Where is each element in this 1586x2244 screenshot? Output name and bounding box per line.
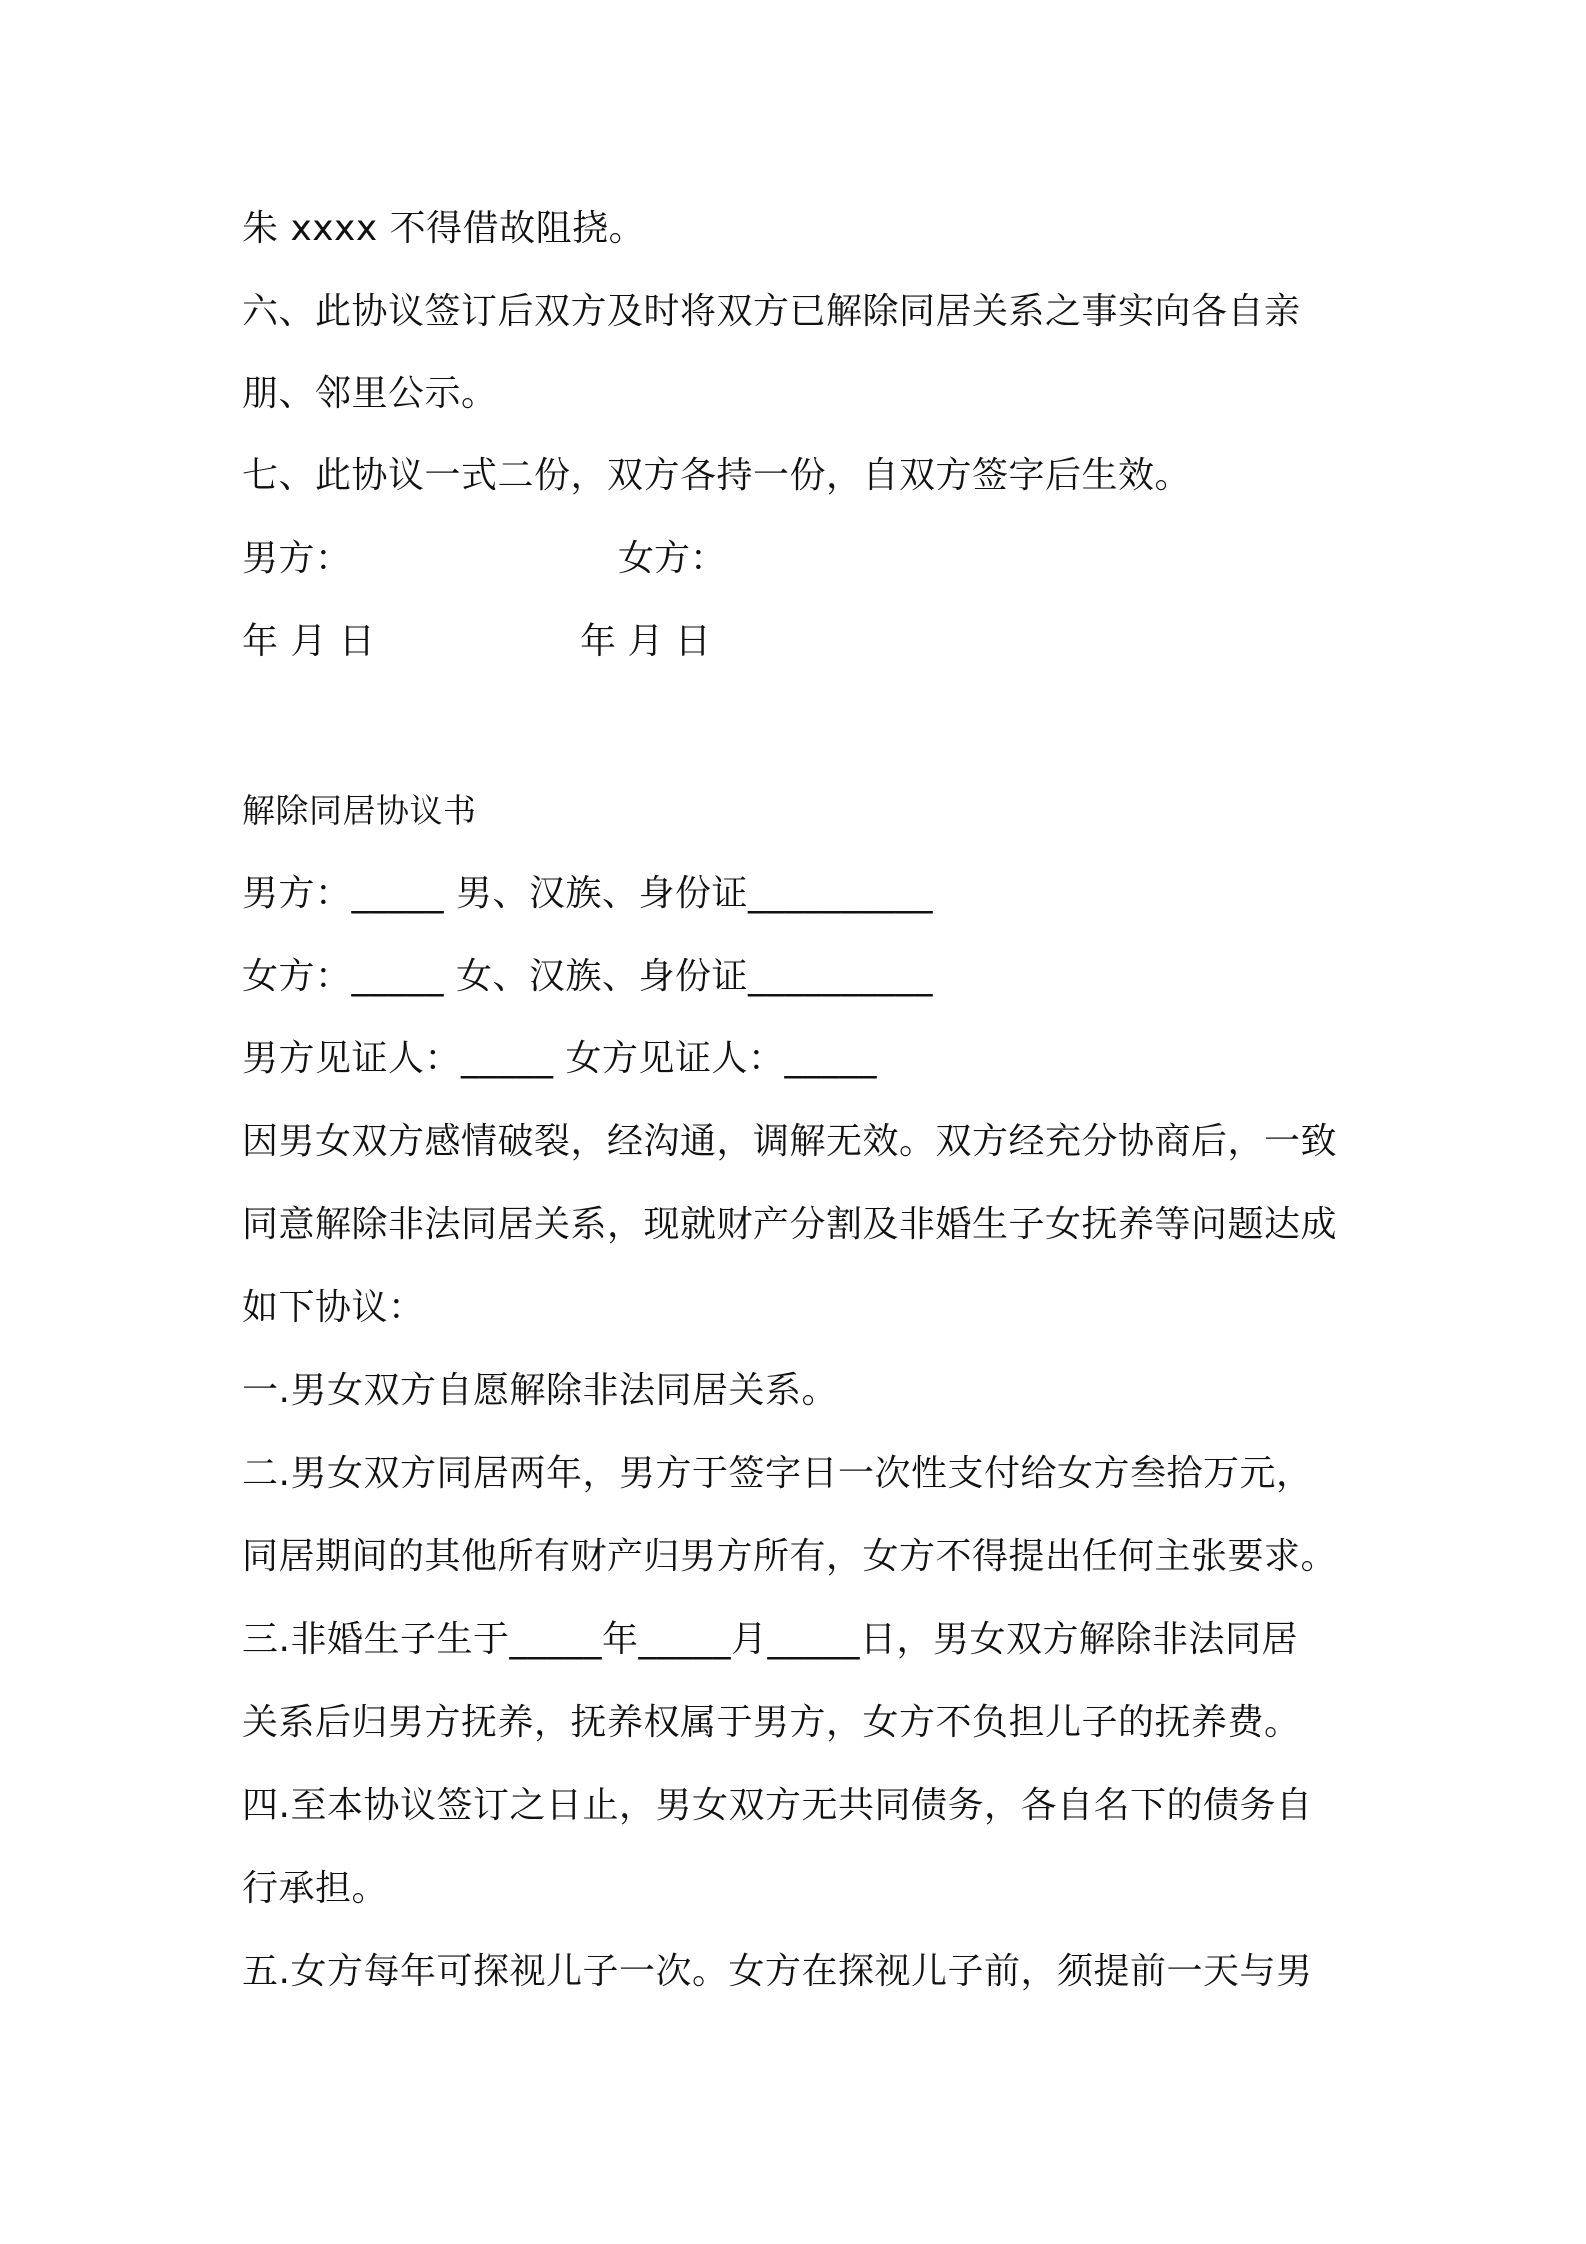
clause-1: 一.男女双方自愿解除非法同居关系。 <box>242 1370 838 1411</box>
intro-line-3: 如下协议： <box>242 1287 425 1328</box>
clause-5-line-1: 五.女方每年可探视儿子一次。女方在探视儿子前，须提前一天与男 <box>242 1951 1313 1992</box>
clause-2-line-1: 二.男女双方同居两年，男方于签字日一次性支付给女方叁拾万元， <box>242 1453 1313 1494</box>
clause-continuation: 朱 xxxx 不得借故阻挠。 <box>242 208 646 249</box>
clause-2-line-2: 同居期间的其他所有财产归男方所有，女方不得提出任何主张要求。 <box>242 1536 1338 1577</box>
clause-7: 七、此协议一式二份，双方各持一份，自双方签字后生效。 <box>242 455 1192 496</box>
male-signature-date: 年 月 日 <box>242 621 376 662</box>
female-signature-date: 年 月 日 <box>580 621 711 662</box>
clause-3-line-1: 三.非婚生子生于_____年_____月_____日，男女双方解除非法同居 <box>242 1619 1298 1660</box>
witnesses-line: 男方见证人：_____ 女方见证人：_____ <box>242 1038 877 1079</box>
male-party-line: 男方：_____ 男、汉族、身份证__________ <box>242 873 933 914</box>
intro-line-1: 因男女双方感情破裂，经沟通，调解无效。双方经充分协商后，一致 <box>242 1121 1338 1162</box>
clause-6-line-1: 六、此协议签订后双方及时将双方已解除同居关系之事实向各自亲 <box>242 291 1301 332</box>
agreement-title: 解除同居协议书 <box>242 791 477 830</box>
intro-line-2: 同意解除非法同居关系，现就财产分割及非婚生子女抚养等问题达成 <box>242 1204 1338 1245</box>
female-signature-label: 女方： <box>618 538 727 579</box>
clause-4-line-1: 四.至本协议签订之日止，男女双方无共同债务，各自名下的债务自 <box>242 1785 1313 1826</box>
clause-6-line-2: 朋、邻里公示。 <box>242 373 498 414</box>
clause-4-line-2: 行承担。 <box>242 1868 389 1909</box>
female-party-line: 女方：_____ 女、汉族、身份证__________ <box>242 956 933 997</box>
clause-3-line-2: 关系后归男方抚养，抚养权属于男方，女方不负担儿子的抚养费。 <box>242 1702 1301 1743</box>
male-signature-label: 男方： <box>242 538 352 579</box>
